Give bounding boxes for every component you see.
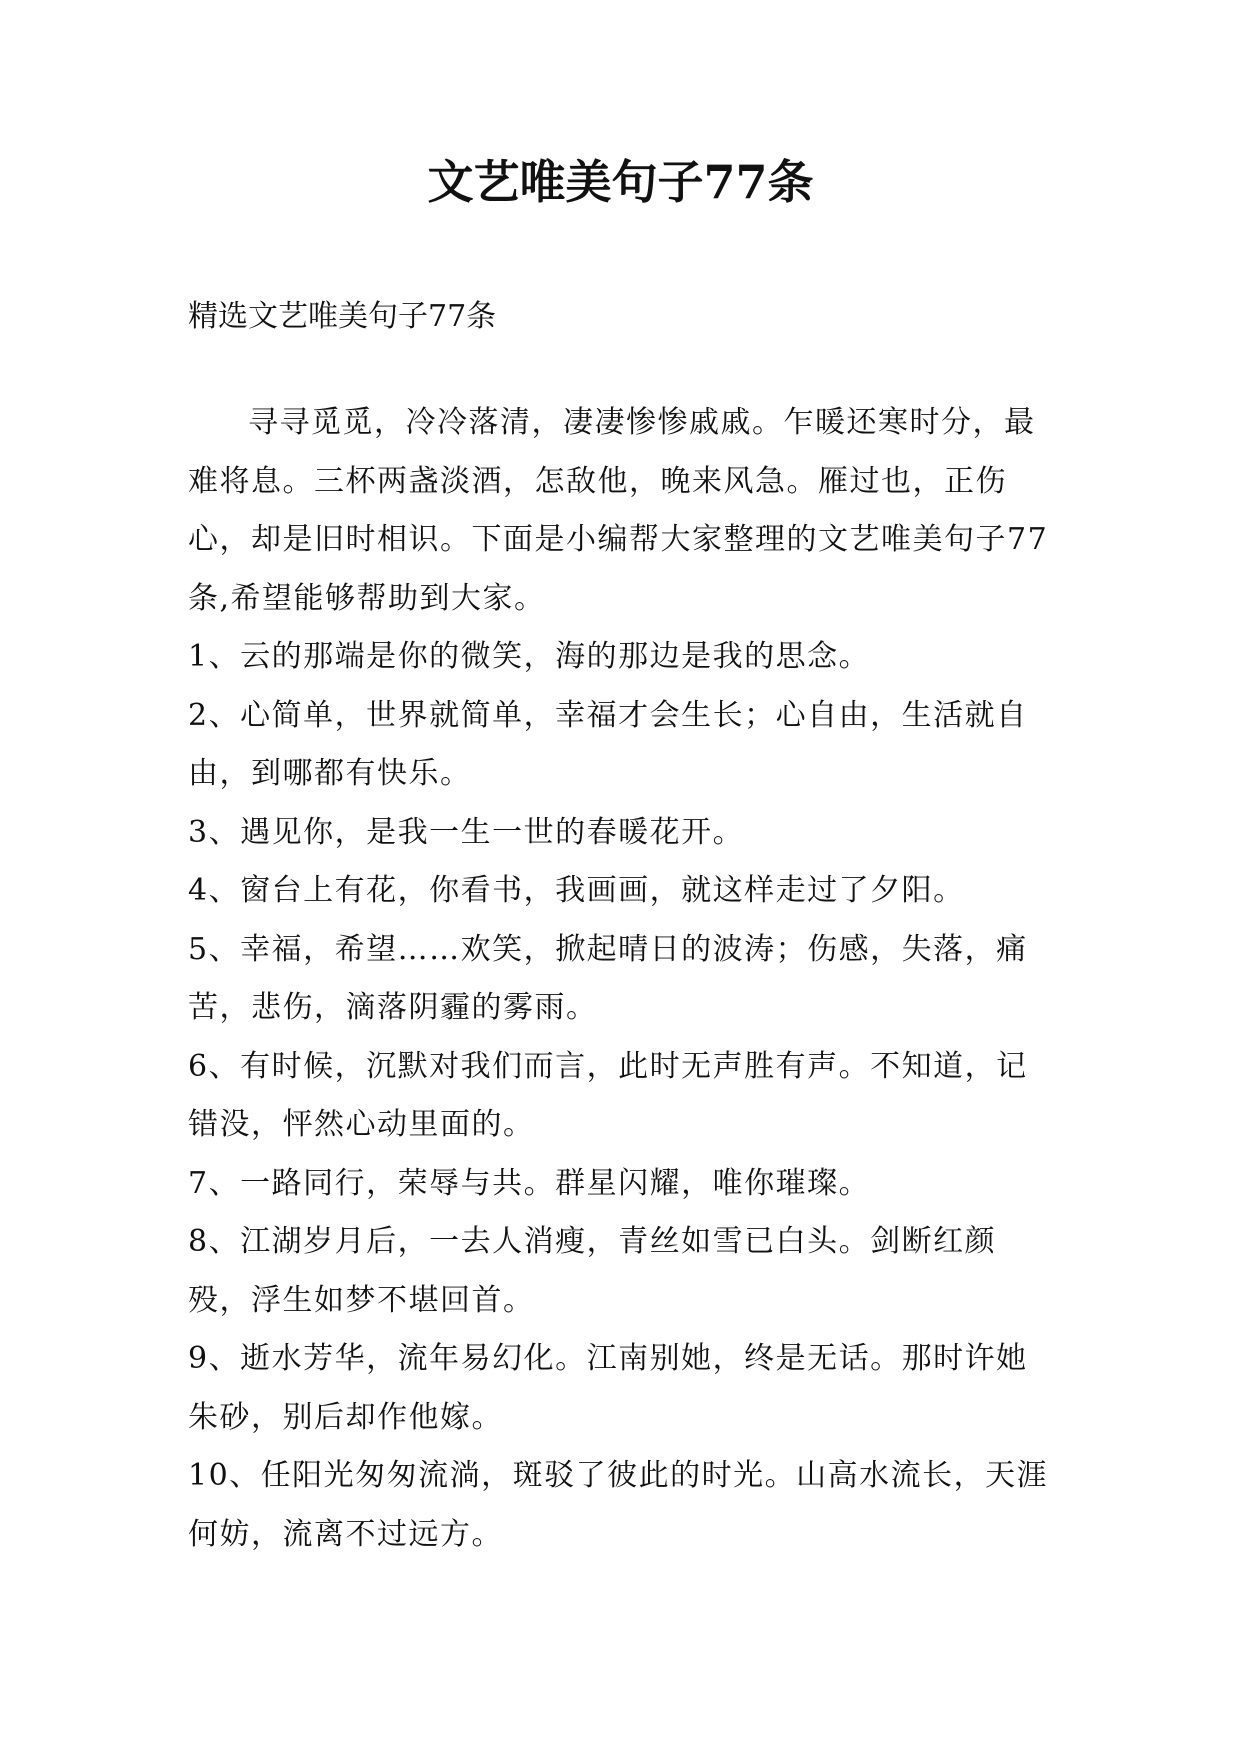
list-item: 3、遇见你，是我一生一世的春暖花开。 [188,814,745,850]
list-item: 2、心简单，世界就简单，幸福才会生长；心自由，生活就自由，到哪都有快乐。 [188,697,1028,791]
document-title: 文艺唯美句子77条 [427,155,814,209]
list-item: 4、窗台上有花，你看书，我画画，就这样走过了夕阳。 [188,873,965,908]
list-item: 1、云的那端是你的微笑，海的那边是我的思念。 [188,639,871,674]
list-item: 5、幸福，希望……欢笑，掀起晴日的波涛；伤感，失落，痛苦，悲伤，滴落阴霾的雾雨。 [188,931,1028,1025]
list-item: 10、任阳光匆匆流淌，斑驳了彼此的时光。山高水流长，天涯何妨，流离不过远方。 [188,1458,1049,1552]
document-subtitle: 精选文艺唯美句子77条 [188,299,497,334]
sentence-list [188,628,1058,1564]
list-item: 8、江湖岁月后，一去人消瘦，青丝如雪已白头。剑断红颜殁，浮生如梦不堪回首。 [188,1224,997,1318]
list-item: 9、逝水芳华，流年易幻化。江南别她，终是无话。那时许她朱砂，别后却作他嫁。 [188,1341,1028,1435]
intro-paragraph: 寻寻觅觅，冷冷落清，凄凄惨惨戚戚。乍暖还寒时分，最难将息。三杯两盏淡酒，怎敌他，晚来风急。雁过也，正伤心，却是旧时相识。下面是小编帮大家整理的文艺唯美句子77条,希望能够帮助到大家。 [188,405,1049,616]
list-item: 7、一路同行，荣辱与共。群星闪耀，唯你璀璨。 [188,1165,871,1201]
document-body [188,288,1058,1564]
list-item: 6、有时候，沉默对我们而言，此时无声胜有声。不知道，记错没，怦然心动里面的。 [188,1048,1028,1142]
